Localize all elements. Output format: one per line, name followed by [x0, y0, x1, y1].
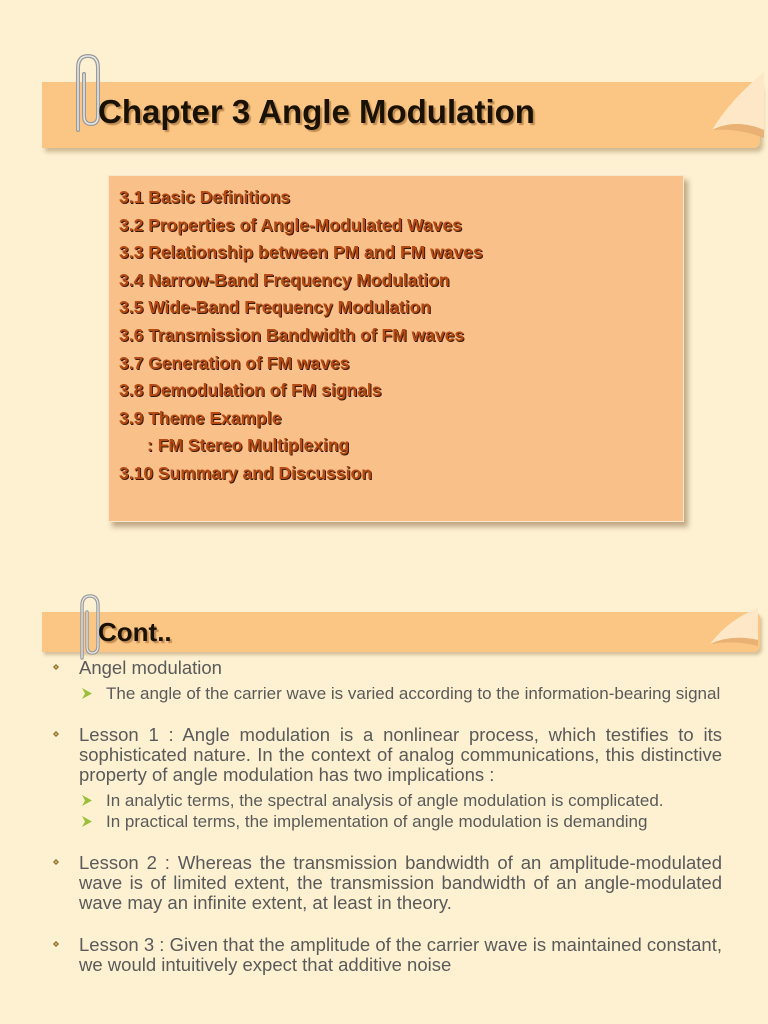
slide-content — [50, 658, 722, 975]
slide-title: Cont.. — [98, 617, 172, 647]
diamond-bullet-icon — [50, 853, 64, 878]
arrow-bullet-icon — [80, 812, 96, 835]
bullet-text: Lesson 1 : Angle modulation is a nonlinear process, which testifies to its sophisticated nature. In the context of analog communications, this distinctive property of angle modulation has two implications : — [79, 724, 722, 785]
bullet-item — [50, 935, 722, 975]
toc-list — [119, 184, 483, 488]
sub-bullet-text: In practical terms, the implementation of angle modulation is demanding — [106, 812, 648, 831]
toc-item: : FM Stereo Multiplexing — [147, 435, 350, 456]
bullet-item — [50, 725, 722, 785]
arrow-bullet-icon — [80, 684, 96, 707]
toc-item: 3.5 Wide-Band Frequency Modulation — [119, 297, 431, 318]
diamond-bullet-icon — [50, 725, 64, 750]
slide-title: Chapter 3 Angle Modulation — [98, 93, 535, 130]
toc-item: 3.2 Properties of Angle-Modulated Waves — [119, 214, 462, 235]
table-of-contents — [108, 175, 684, 522]
bullet-item — [50, 658, 722, 678]
toc-item: 3.7 Generation of FM waves — [119, 352, 350, 373]
toc-item: 3.10 Summary and Discussion — [119, 462, 372, 483]
diamond-bullet-icon — [50, 658, 64, 683]
sub-bullet-item — [50, 791, 722, 810]
bullet-text: Lesson 2 : Whereas the transmission bandwidth of an amplitude-modulated wave is of limited extent, the transmission bandwidth of an angle-modulated wave may an infinite extent, at least in theory. — [79, 852, 722, 913]
page-curl-icon — [676, 70, 766, 160]
arrow-bullet-icon — [80, 791, 96, 814]
toc-item: 3.6 Transmission Bandwidth of FM waves — [119, 324, 465, 345]
toc-item: 3.8 Demodulation of FM signals — [119, 380, 382, 401]
slide-2 — [0, 580, 768, 1024]
sub-bullet-item — [50, 812, 722, 831]
bullet-text: Lesson 3 : Given that the amplitude of the carrier wave is maintained constant, we would intuitively expect that additive noise — [79, 934, 722, 975]
diamond-bullet-icon — [50, 935, 64, 960]
page-curl-icon — [670, 606, 760, 658]
toc-item: 3.9 Theme Example — [119, 407, 282, 428]
bullet-item — [50, 853, 722, 913]
sub-bullet-text: The angle of the carrier wave is varied according to the information-bearing signal — [106, 684, 721, 703]
toc-item: 3.3 Relationship between PM and FM waves — [119, 242, 483, 263]
sub-bullet-item — [50, 684, 722, 703]
bullet-text: Angel modulation — [79, 657, 222, 678]
toc-item: 3.4 Narrow-Band Frequency Modulation — [119, 269, 450, 290]
sub-bullet-text: In analytic terms, the spectral analysis of angle modulation is complicated. — [106, 791, 664, 810]
toc-item: 3.1 Basic Definitions — [119, 187, 291, 207]
